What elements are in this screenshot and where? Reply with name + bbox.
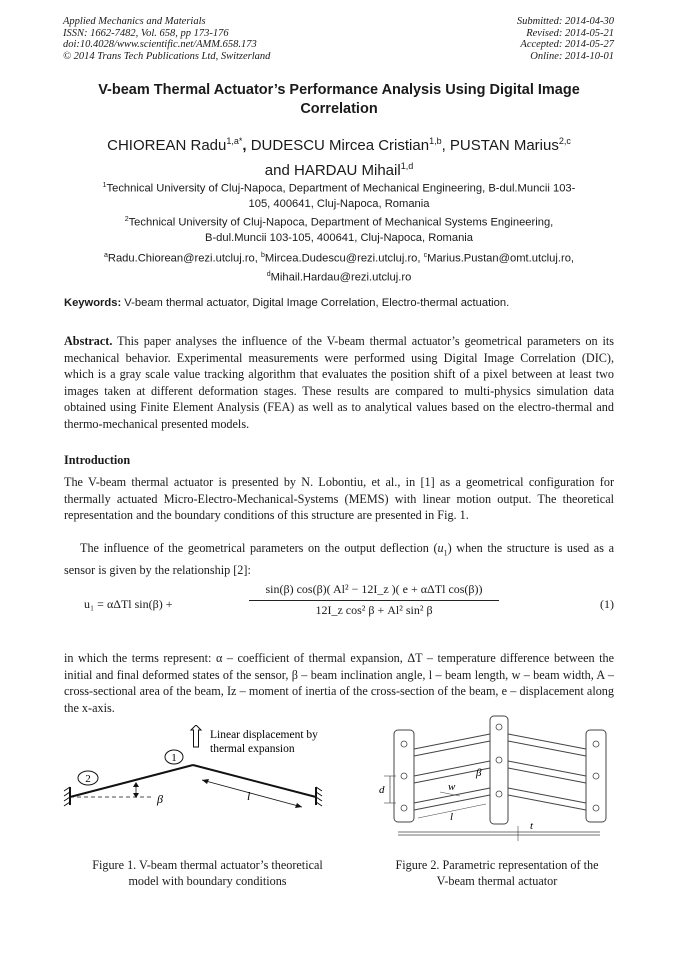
w-label: w: [448, 781, 456, 793]
email-b[interactable]: Mircea.Dudescu@rezi.utcluj.ro,: [264, 252, 424, 265]
date-online: Online: 2014-10-01: [530, 50, 614, 62]
paper-title: [60, 81, 618, 119]
title-line-1: V-beam Thermal Actuator’s Performance Analysis Using Digital Image: [98, 82, 580, 98]
journal-name: Applied Mechanics and Materials: [63, 16, 206, 27]
beta-label: β: [476, 767, 482, 779]
right-fixed-support: [316, 787, 322, 806]
left-fixed-support: [64, 787, 70, 806]
equation-numerator: sin(β) cos(β)( Al² − 12I_z )( e + αΔTl cos(β)): [265, 582, 483, 596]
d-label: d: [379, 784, 385, 796]
shuttle: [490, 716, 508, 824]
length-label: l: [247, 789, 251, 803]
equation-lhs: u₁ = αΔTl sin(β) +: [84, 597, 173, 611]
annotation-line-1: Linear displacement by: [210, 729, 318, 741]
annotation-line-2: thermal expansion: [210, 743, 295, 755]
right-anchor-pad: [586, 730, 606, 822]
date-revised: Revised: 2014-05-21: [526, 27, 614, 39]
t-dimension: [398, 826, 600, 841]
journal-issn: ISSN: 1662-7482, Vol. 658, pp 173-176: [63, 27, 229, 39]
author-4: and HARDAU Mihail: [264, 162, 401, 179]
journal-info: [63, 16, 270, 62]
figure-1-caption: Figure 1. V-beam thermal actuator’s theoretical model with boundary conditions: [92, 858, 323, 888]
intro-paragraph-2: The influence of the geometrical parameters on the output deflection $(u_1)$ when the structure is used as a sensor is given by the relationship [2]:: [64, 541, 614, 577]
journal-doi[interactable]: doi:10.4028/www.scientific.net/AMM.658.173: [63, 39, 257, 51]
section-heading-introduction: Introduction: [64, 453, 131, 467]
v-beam: [70, 765, 316, 797]
journal-copyright: © 2014 Trans Tech Publications Ltd, Switzerland: [63, 50, 271, 62]
date-submitted: Submitted: 2014-04-30: [516, 16, 614, 27]
title-line-2: Correlation: [300, 101, 378, 117]
svg-text:1: 1: [171, 752, 177, 764]
figure-2-caption: Figure 2. Parametric representation of the V-beam thermal actuator: [395, 858, 599, 888]
affiliation-2: $^2$Technical University of Cluj-Napoca, Department of Mechanical Systems Engineering, B-dul.Muncii 103-105, 400641, Cluj-Napoca, Romania: [124, 216, 554, 245]
author-3: PUSTAN Marius: [449, 137, 559, 154]
author-list: CHIOREAN Radu$^{1,a*}$, DUDESCU Mircea Cristian$^{1,b}$, PUSTAN Marius$^{2,c}$ and HARDAU Mihail$^{1,d}$: [107, 136, 571, 179]
figure-1-diagram: [62, 725, 342, 855]
affiliation-1: $^1$Technical University of Cluj-Napoca, Department of Mechanical Engineering, B-dul.Muncii 103- 105, 400641, Cluj-Napoca, Romania: [102, 182, 576, 211]
equation-number: (1): [600, 597, 614, 611]
email-c[interactable]: Marius.Pustan@omt.utcluj.ro,: [427, 252, 575, 265]
length-dimension-arrow: [202, 779, 302, 808]
keywords-text: V-beam thermal actuator, Digital Image Correlation, Electro-thermal actuation.: [121, 297, 510, 309]
node-2-label: [78, 771, 98, 785]
author-2: DUDESCU Mircea Cristian: [250, 137, 430, 154]
author-1-sup: 1,a*: [226, 136, 243, 146]
author-4-sup: 1,d: [400, 161, 414, 171]
node-1-label: [165, 750, 183, 764]
svg-text:2: 2: [85, 773, 91, 785]
equation-denominator: 12I_z cos² β + Al² sin² β: [315, 603, 433, 617]
publication-dates: [517, 16, 614, 62]
abstract-text: This paper analyses the influence of the V-beam thermal actuator’s geometrical parameters on its mechanical behavior. Experimental measurements were performed using Digital Image Correlation (DIC), which is a gray scale value tracking algorithm that evaluates the position shift of a pixel between at least two images taken at different deformation stages. These results are compared to multi-physics simulation data obtained using Finite Element Analysis (FEA) as well as to analytical values based on the electro-thermal and thermo-mechanical presented models.: [64, 334, 614, 431]
t-label: t: [530, 820, 534, 832]
email-d[interactable]: Mihail.Hardau@rezi.utcluj.ro: [270, 271, 412, 284]
beta-angle-arrow: [133, 782, 139, 798]
beta-label: β: [157, 792, 163, 806]
author-3-sup: 2,c: [558, 136, 571, 146]
author-emails: $^a$Radu.Chiorean@rezi.utcluj.ro, $^b$Mircea.Dudescu@rezi.utcluj.ro, $^c$Marius.Pustan@omt.utcluj.ro, $^d$Mihail.Hardau@rezi.utcluj.ro: [103, 252, 575, 284]
abstract-label: Abstract.: [64, 334, 113, 348]
keywords-label: Keywords:: [64, 297, 122, 309]
intro-paragraph-3: in which the terms represent: α – coefficient of thermal expansion, ΔT – temperature difference between the initial and final deformed states of the sensor, β – beam inclination angle, l – beam length, w – beam width, A – cross-sectional area of the beam, Iz – moment of inertia of the cross-section of the beam, e – displacement along the x-axis.: [64, 651, 614, 715]
date-accepted: Accepted: 2014-05-27: [520, 39, 614, 51]
keywords: [64, 297, 509, 309]
v-beams: [414, 734, 586, 810]
equation-fraction: [249, 582, 499, 618]
email-a[interactable]: Radu.Chiorean@rezi.utcluj.ro,: [107, 252, 261, 265]
equation-1: [84, 582, 614, 632]
author-2-sup: 1,b: [429, 136, 442, 146]
figure-2-diagram: [378, 714, 618, 844]
intro-paragraph-1: The V-beam thermal actuator is presented by N. Lobontiu, et al., in [1] as a geometrical configuration for thermally actuated Micro-Electro-Mechanical-Systems (MEMS) with linear motion output. The theoretical representation and the boundary conditions of this structure are presented in Fig. 1.: [64, 475, 614, 522]
fraction-bar: [249, 600, 499, 601]
displacement-arrow: [191, 725, 201, 747]
author-1: CHIOREAN Radu: [107, 137, 227, 154]
abstract: [64, 333, 614, 432]
l-label: l: [450, 811, 454, 823]
left-anchor-pad: [394, 730, 414, 822]
